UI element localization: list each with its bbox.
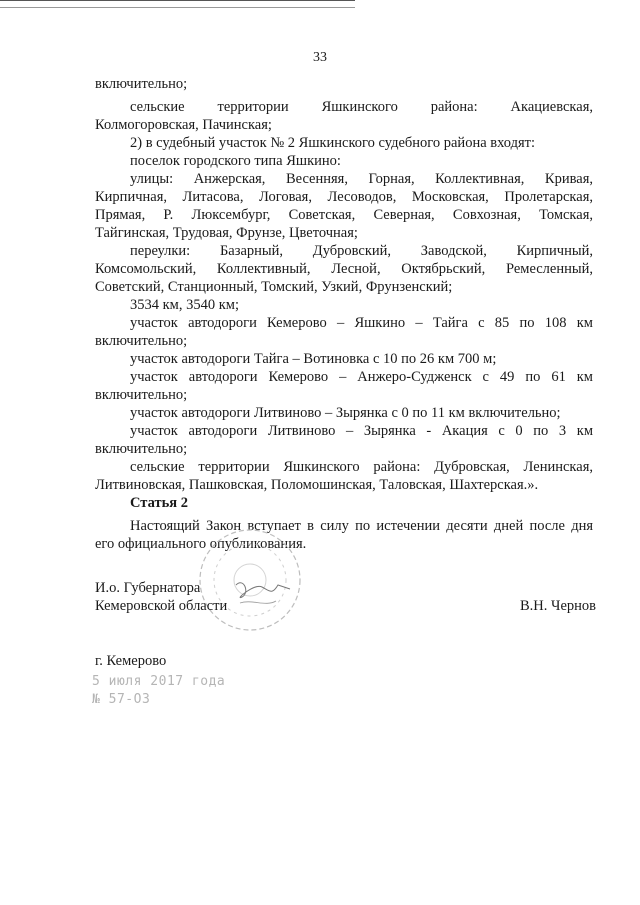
text-line: включительно; [95, 333, 188, 349]
text-line: переулки: Базарный, Дубровский, Заводской, Кирпичный, [130, 243, 593, 259]
text-line: сельские территории Яшкинского района: Акациевская, [130, 99, 593, 115]
text-line: включительно; [95, 387, 188, 403]
text-line: Литвиновская, Пашковская, Поломошинская, Таловская, Шахтерская.». [95, 477, 539, 493]
text-line: участок автодороги Кемерово – Анжеро-Судженск с 49 по 61 км [130, 369, 593, 385]
handwritten-signature [232, 575, 312, 615]
text-line: улицы: Анжерская, Весенняя, Горная, Коллективная, Кривая, [130, 171, 593, 187]
text-line: Комсомольский, Коллективный, Лесной, Октябрьский, Ремесленный, [95, 261, 593, 277]
text-line: Прямая, Р. Люксембург, Советская, Северная, Совхозная, Томская, [95, 207, 593, 223]
law-number: № 57-ОЗ [92, 692, 151, 707]
page-number: 33 [313, 50, 327, 65]
text-line: участок автодороги Литвиново – Зырянка с 0 по 11 км включительно; [130, 405, 561, 421]
city: г. Кемерово [95, 653, 167, 669]
text-line: Тайгинская, Трудовая, Фрунзе, Цветочная; [95, 225, 358, 241]
text-line: участок автодороги Тайга – Вотиновка с 10 по 26 км 700 м; [130, 351, 497, 367]
text-line: включительно; [95, 76, 188, 92]
text-line: включительно; [95, 441, 188, 457]
text-line: Советский, Станционный, Томский, Узкий, Фрунзенский; [95, 279, 453, 295]
text-line: участок автодороги Кемерово – Яшкино – Тайга с 85 по 108 км [130, 315, 593, 331]
text-line: его официального опубликования. [95, 536, 307, 552]
text-line: 3534 км, 3540 км; [130, 297, 239, 313]
text-line: участок автодороги Литвиново – Зырянка - Акация с 0 по 3 км [130, 423, 593, 439]
text-line: Колмогоровская, Пачинская; [95, 117, 272, 133]
text-line: сельские территории Яшкинского района: Дубровская, Ленинская, [130, 459, 593, 475]
law-date: 5 июля 2017 года [92, 674, 226, 689]
text-line: поселок городского типа Яшкино: [130, 153, 341, 169]
article-heading: Статья 2 [130, 495, 188, 511]
signatory-name: В.Н. Чернов [520, 598, 596, 614]
signatory-title-line1: И.о. Губернатора [95, 580, 201, 596]
signatory-title-line2: Кемеровской области [95, 598, 228, 614]
text-line: Кирпичная, Литасова, Логовая, Лесоводов, Московская, Пролетарская, [95, 189, 593, 205]
text-line: 2) в судебный участок № 2 Яшкинского судебного района входят: [130, 135, 536, 151]
text-line: Настоящий Закон вступает в силу по истечении десяти дней после дня [130, 518, 593, 534]
top-rule [0, 0, 355, 8]
